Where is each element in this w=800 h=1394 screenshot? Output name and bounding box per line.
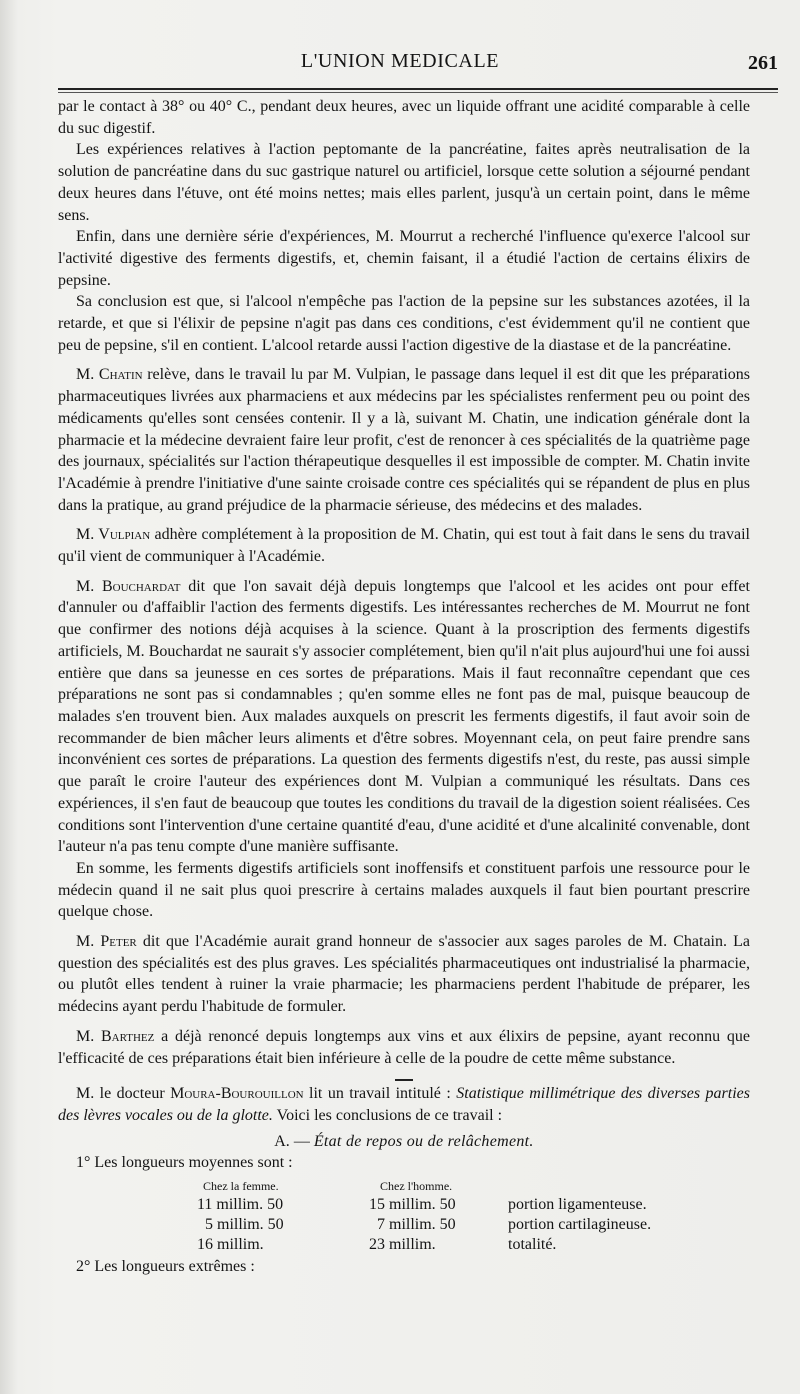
paragraph-text: M. le docteur [76, 1085, 171, 1103]
cell-part: portion cartilagineuse. [508, 1216, 652, 1234]
section-dash: — [289, 1132, 314, 1150]
cell-male: 23 millim. [369, 1236, 436, 1254]
paragraph-text: relève, dans le travail lu par M. Vulpian, le passage dans lequel il est dit que les préparations pharmaceutiques livrées aux pharmaciens et aux médecins par les spécialistes renferment peu ou point des médicaments qu'elles sont censées contenir. Il y a là, suivant M. Chatin, une indication générale dont la pharmacie et la médecine devraient faire leur profit, c'est de renoncer à ces spécialités de la quatrième page des journaux, spécialités sur l'action thérapeutique desquelles il est impossible de compter. M. Chatin invite l'Académie à prendre l'initiative d'une sainte croisade contre ces spécialités qui se répandent de plus en plus dans la pratique, au grand préjudice de la pharmacie sérieuse, des médecins et des malades. [58, 366, 750, 514]
paragraph-3: Enfin, dans une dernière série d'expériences, M. Mourrut a recherché l'influence qu'exerce l'alcool sur l'activité digestive des ferments digestifs, et, chemin faisant, il a étudié l'action de certains élixirs de pepsine. [58, 228, 750, 289]
cell-female: 16 millim. [197, 1236, 264, 1254]
paragraph-barthez [58, 1026, 750, 1069]
header-rule [58, 88, 778, 90]
paragraph-peter [58, 931, 750, 1018]
page-header [0, 46, 800, 78]
section-title: État de repos ou de relâchement. [313, 1132, 534, 1150]
cell-part: totalité. [508, 1236, 557, 1254]
paragraph-bouchardat [58, 576, 750, 858]
paragraph-en-somme: En somme, les ferments digestifs artificiels sont inoffensifs et constituent parfois une ressource pour le médecin quand il ne sait plus quoi prescrire à certains malades auxquels il faut bien pourtant prescrire quelque chose. [58, 859, 750, 921]
paragraph-text: lit un travail intitulé : [303, 1085, 457, 1103]
paragraph-1: par le contact à 38° ou 40° C., pendant deux heures, avec un liquide offrant une acidité comparable à celle du suc digestif. [58, 98, 750, 137]
speaker-name: Moura-Bourouillon [170, 1085, 304, 1103]
list-item-2: 2° Les longueurs extrêmes : [76, 1258, 255, 1276]
work-title: Statistique millimétrique des diverses parties des lèvres vocales ou de la glotte. [58, 1085, 751, 1124]
speaker-name: M. Barthez [76, 1027, 155, 1045]
speaker-name: M. Bouchardat [76, 577, 181, 595]
speaker-name: M. Peter [76, 933, 137, 951]
measurement-table [58, 1176, 750, 1276]
paragraph-text: adhère complétement à la proposition de M. Chatin, qui est tout à fait dans le sens du travail qu'il vient de communiquer à l'Académie. [58, 526, 750, 566]
cell-male: 7 millim. 50 [377, 1216, 456, 1234]
article-body [58, 96, 750, 1276]
section-letter: A. [274, 1132, 290, 1150]
paragraph-text: dit que l'Académie aurait grand honneur de s'associer aux sages paroles de M. Chatain. La question des spécialités est des plus graves. Les spécialités pharmaceutiques ont industrialisé la pharmacie, ou plutôt elles tendent à ruiner la vraie pharmacie; les pharmaciens perdent l'habitude de préparer, les médecins ayant perdu l'habitude de formuler. [58, 933, 750, 1016]
paragraph-text: a déjà renoncé depuis longtemps aux vins et aux élixirs de pepsine, ayant reconnu que l'efficacité de ces préparations était bien inférieure à celle de la poudre de cette même substance. [58, 1027, 750, 1067]
paragraph-chatin [58, 364, 750, 516]
paragraph-text: Voici les conclusions de ce travail : [272, 1106, 503, 1124]
cell-part: portion ligamenteuse. [508, 1196, 647, 1214]
page-number: 261 [748, 52, 778, 74]
section-separator [395, 1079, 413, 1081]
speaker-name: M. Chatin [76, 366, 143, 384]
list-item-1: 1° Les longueurs moyennes sont : [76, 1154, 293, 1172]
paragraph-moura [58, 1083, 750, 1126]
column-header-female: Chez la femme. [203, 1179, 279, 1194]
cell-male: 15 millim. 50 [369, 1196, 456, 1214]
section-heading [58, 1131, 750, 1153]
cell-female: 11 millim. 50 [197, 1196, 284, 1214]
column-header-male: Chez l'homme. [380, 1179, 453, 1194]
cell-female: 5 millim. 50 [205, 1216, 284, 1234]
header-rule-thin [58, 92, 778, 93]
paragraph-vulpian [58, 524, 750, 567]
paragraph-text: dit que l'on savait déjà depuis longtemps que l'alcool et les acides ont pour effet d'annuler ou d'affaiblir l'action des ferments digestifs. Les intéressantes recherches de M. Mourrut ne font que confirmer des notions déjà acquises à la science. Quant à la proscription des ferments digestifs artificiels, M. Bouchardat ne saurait s'y associer complétement, bien qu'il n'ait plus aujourd'hui une foi aussi entière que dans sa jeunesse en ces sortes de préparations. Mais il faut reconnaître cependant que ces préparations ne sont pas si condamnables ; qu'en somme elles ne font pas de mal, puisque beaucoup de malades s'en trouvent bien. Aux malades auxquels on prescrit les ferments digestifs, il faut avoir soin de recommander de bien mâcher leurs aliments et d'être sobres. Moyennant cela, on peut faire prendre sans inconvénient ces sortes de préparations. La question des ferments digestifs n'est, du reste, pas aussi simple que paraît le croire l'auteur des expériences dont M. Vulpian a communiqué les résultats. Dans ces expériences, il s'en faut de beaucoup que toutes les conditions du travail de la digestion soient réalisées. Ces conditions sont l'intervention d'une certaine quantité d'eau, d'une acidité et d'une alcalinité convenable, dont l'auteur n'a pas tenu compte d'une manière suffisante. [58, 577, 750, 856]
paragraph-2: Les expériences relatives à l'action peptomante de la pancréatine, faites après neutralisation de la solution de pancréatine dans du suc gastrique naturel ou artificiel, lorsque cette solution a séjourné pendant deux heures dans l'étuve, ont été moins nettes; mais elles parlent, jusqu'à un certain point, dans le même sens. [58, 141, 750, 224]
speaker-name: M. Vulpian [76, 526, 151, 544]
running-title: L'UNION MEDICALE [300, 50, 500, 72]
paragraph-4: Sa conclusion est que, si l'alcool n'empêche pas l'action de la pepsine sur les substances azotées, il la retarde, et que si l'élixir de pepsine n'agit pas dans ces conditions, c'est évidemment qu'il ne contient que peu de pepsine, s'il en contient. L'alcool retarde aussi l'action digestive de la diastase et de la pancréatine. [58, 293, 750, 354]
